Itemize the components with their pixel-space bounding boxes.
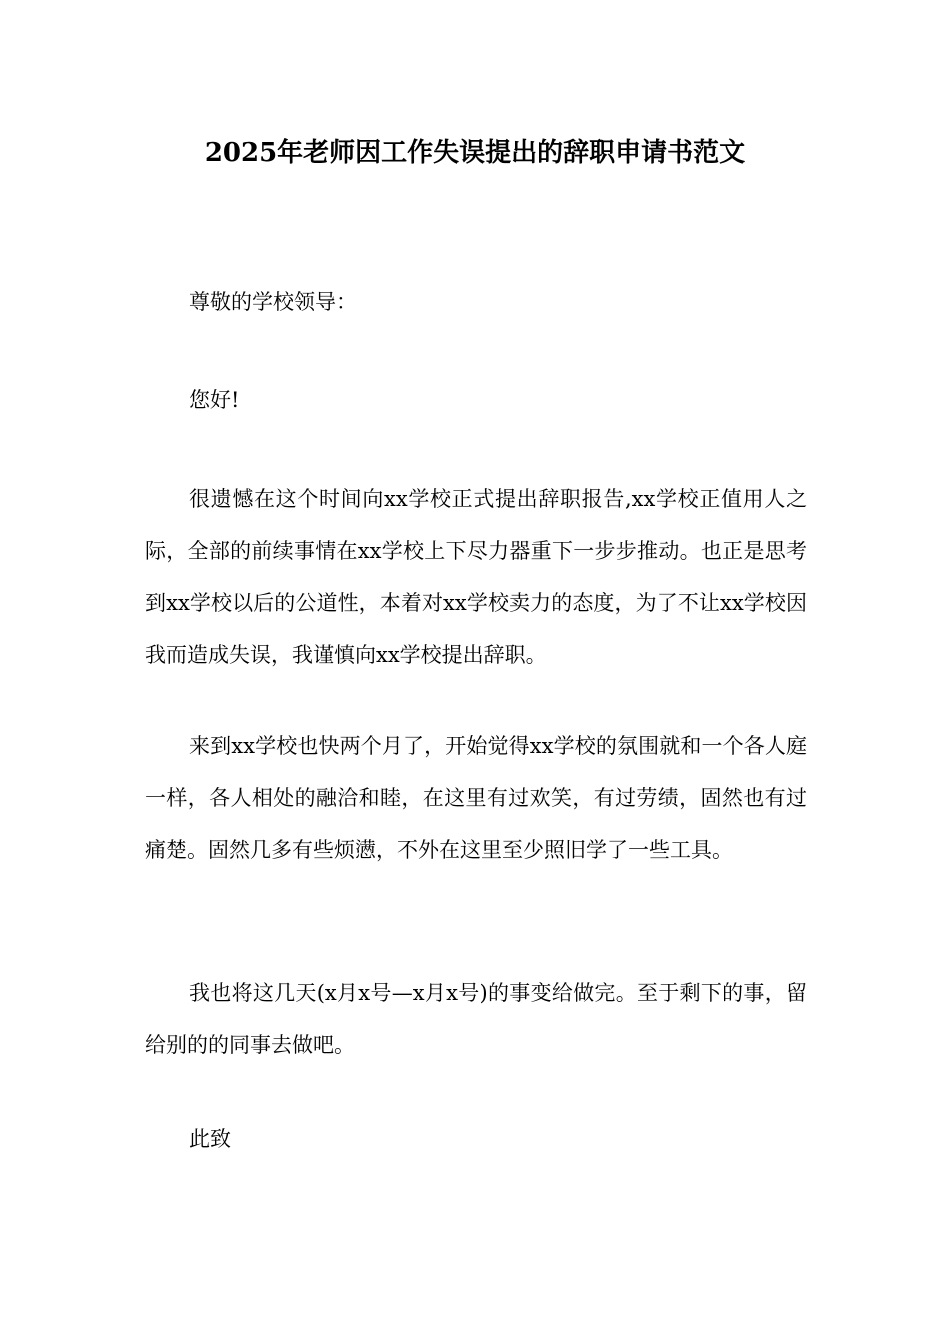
document-title: 2025年老师因工作失误提出的辞职申请书范文 <box>204 138 746 168</box>
salutation: 尊敬的学校领导： <box>189 290 357 314</box>
body-paragraph: 来到xx学校也快两个月了，开始觉得xx学校的氛围就和一个各人庭一样，各人相处的融洽和睦，在这里有过欢笑，有过劳绩，固然也有过痛楚。固然几多有些烦懑，不外在这里至少照旧学了一些工具。 <box>145 734 807 862</box>
body-paragraph: 我也将这几天(x月x号—x月x号)的事变给做完。至于剩下的事，留给别的的同事去做吧。 <box>145 981 807 1057</box>
closing: 此致 <box>189 1127 231 1151</box>
greeting: 您好! <box>189 388 240 412</box>
body-paragraph: 很遗憾在这个时间向xx学校正式提出辞职报告,xx学校正值用人之际，全部的前续事情在xx学校上下尽力器重下一步步推动。也正是思考到xx学校以后的公道性，本着对xx学校卖力的态度，为了不让xx学校因我而造成失误，我谨慎向xx学校提出辞职。 <box>145 487 807 667</box>
